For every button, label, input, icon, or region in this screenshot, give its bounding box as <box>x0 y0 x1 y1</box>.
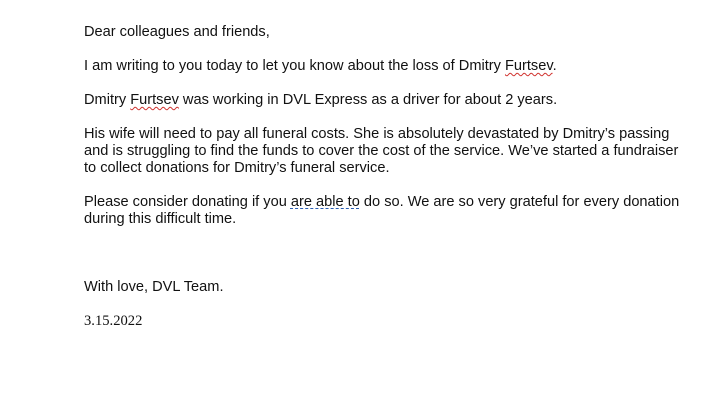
paragraph-text: Dmitry <box>84 92 131 108</box>
spelling-flagged-word[interactable]: Furtsev <box>130 92 179 108</box>
letter-date: 3.15.2022 <box>84 313 143 329</box>
paragraph-text: Please consider donating if you <box>84 194 291 210</box>
grammar-flagged-phrase[interactable]: are able to <box>290 194 360 210</box>
paragraph-text: do so. We are so very grateful for every donation during this difficult time. <box>84 194 680 227</box>
letter-body <box>84 24 684 347</box>
paragraph-employment <box>84 92 684 109</box>
paragraph-fundraiser: His wife will need to pay all funeral costs. She is absolutely devastated by Dmitry’s passing and is struggling to find the funds to cover the cost of the service. We’ve started a fundraiser to collect donations for Dmitry’s funeral service. <box>84 126 679 176</box>
greeting: Dear colleagues and friends, <box>84 24 270 40</box>
paragraph-loss-announcement <box>84 58 684 75</box>
spelling-flagged-word[interactable]: Furtsev <box>504 58 553 74</box>
paragraph-text: I am writing to you today to let you know about the loss of Dmitry <box>84 58 505 74</box>
closing-signature: With love, DVL Team. <box>84 279 224 295</box>
paragraph-donation-request <box>84 194 684 228</box>
paragraph-text: was working in DVL Express as a driver for about 2 years. <box>178 92 558 108</box>
paragraph-text: . <box>552 58 557 74</box>
